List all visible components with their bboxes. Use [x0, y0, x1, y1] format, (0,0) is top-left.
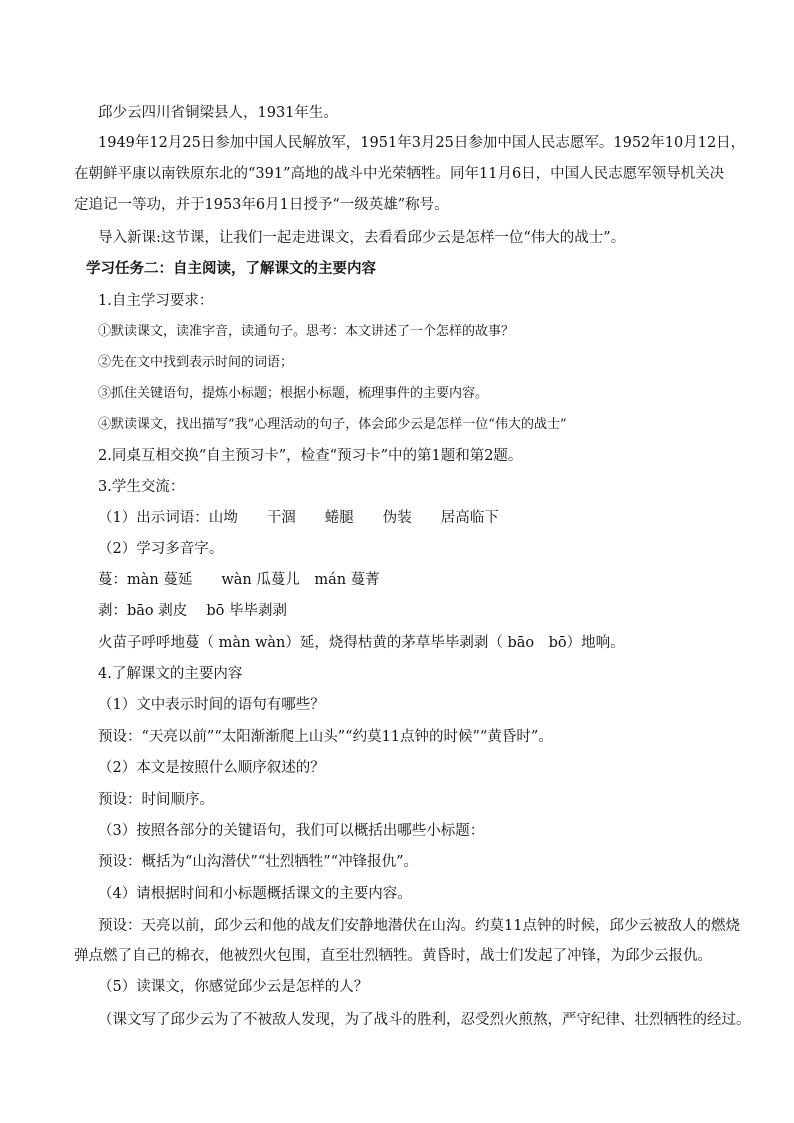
paragraph-example-sentence: 火苗子呼呼地蔓（ màn wàn）延，烧得枯黄的茅草毕毕剥剥（ bāo bō）地响。 — [98, 635, 625, 651]
paragraph-polyphones: （2）学习多音字。 — [98, 541, 224, 557]
answer-4-line-1: 预设：天亮以前，邱少云和他的战友们安静地潜伏在山沟。约莫11点钟的时候，邱少云被敌人的燃烧 — [98, 918, 740, 934]
section-heading-task-two: 学习任务二：自主阅读，了解课文的主要内容 — [86, 260, 376, 277]
answer-4-line-2: 弹点燃了自己的棉衣，他被烈火包围，直至壮烈牺牲。黄昏时，战士们发起了冲锋，为邱少云报仇。 — [74, 948, 712, 964]
paragraph-exchange-card: 2.同桌互相交换“自主预习卡”，检查“预习卡”中的第1题和第2题。 — [98, 448, 523, 464]
paragraph-new-lesson: 导入新课:这节课，让我们一起走进课文，去看看邱少云是怎样一位“伟大的战士”。 — [98, 230, 626, 246]
list-item-3: ③抓住关键语句，提炼小标题；根据小标题，梳理事件的主要内容。 — [98, 386, 489, 401]
paragraph-biography-line-1: 1949年12月25日参加中国人民解放军，1951年3月25日参加中国人民志愿军。1952年10月12日， — [98, 135, 746, 151]
question-4: （4）请根据时间和小标题概括课文的主要内容。 — [98, 886, 412, 902]
paragraph-polyphone-bao: 剥：bāo 剥皮 bō 毕毕剥剥 — [98, 603, 287, 619]
list-heading-self-study: 1.自主学习要求： — [98, 293, 214, 309]
list-heading-main-content: 4.了解课文的主要内容 — [98, 666, 243, 682]
paragraph-show-words: （1）出示词语：山坳 干涸 蜷腿 伪装 居高临下 — [98, 510, 499, 526]
list-item-1: ①默读课文，读准字音，读通句子。思考：本文讲述了一个怎样的故事？ — [98, 324, 515, 339]
paragraph-polyphone-man: 蔓：màn 蔓延 wàn 瓜蔓儿 mán 蔓菁 — [98, 572, 380, 588]
answer-1: 预设：“天亮以前”“太阳渐渐爬上山头”“约莫11点钟的时候”“黄昏时”。 — [98, 729, 553, 745]
question-5: （5）读课文，你感觉邱少云是怎样的人？ — [98, 979, 369, 995]
list-item-2: ②先在文中找到表示时间的词语； — [98, 355, 294, 370]
question-2: （2）本文是按照什么顺序叙述的？ — [98, 760, 325, 776]
answer-5: （课文写了邱少云为了不被敌人发现，为了战斗的胜利，忍受烈火煎熬，严守纪律、壮烈牺牲的经过。 — [98, 1012, 751, 1028]
paragraph-biography-line-3: 定追记一等功，并于1953年6月1日授予“一级英雄”称号。 — [74, 197, 449, 213]
answer-3: 预设：概括为“山沟潜伏”“壮烈牺牲”“冲锋报仇”。 — [98, 854, 418, 870]
answer-2: 预设：时间顺序。 — [98, 792, 214, 808]
list-item-4: ④默读课文，找出描写“我”心理活动的句子，体会邱少云是怎样一位“伟大的战士” — [98, 417, 567, 432]
question-1: （1）文中表示时间的语句有哪些？ — [98, 697, 325, 713]
question-3: （3）按照各部分的关键语句，我们可以概括出哪些小标题： — [98, 823, 485, 839]
paragraph-biography-line-2: 在朝鲜平康以南铁原东北的“391”高地的战斗中光荣牺牲。同年11月6日，中国人民志愿军领导机关决 — [74, 166, 725, 182]
paragraph-intro: 邱少云四川省铜梁县人，1931年生。 — [98, 105, 338, 121]
list-heading-student-exchange: 3.学生交流： — [98, 479, 185, 495]
